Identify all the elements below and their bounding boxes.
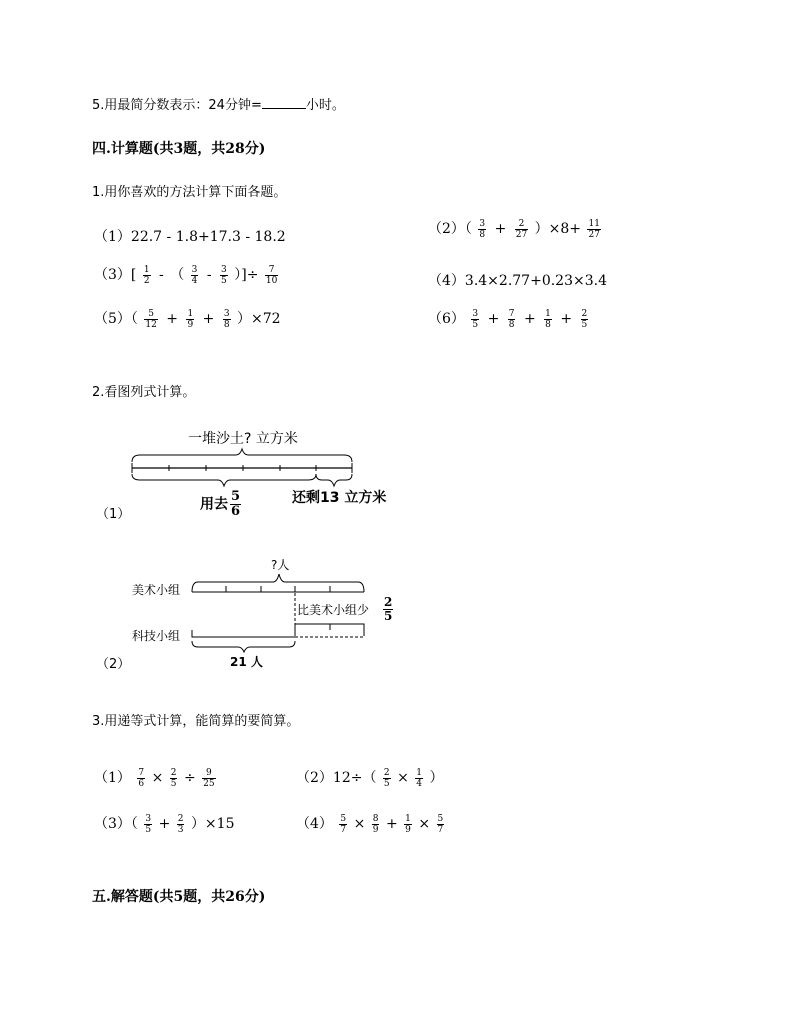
item-label: （5） — [94, 311, 131, 327]
fraction: $\frac{1}{9}$ — [187, 308, 194, 330]
fraction: $\frac{1}{8}$ — [545, 308, 551, 330]
question-5-suffix: 小时。 — [305, 98, 345, 113]
fraction: $\frac{7}{10}$ — [265, 264, 278, 286]
tech-line — [192, 630, 295, 637]
p3-item-3 — [94, 813, 234, 835]
item-label: （4） — [296, 816, 333, 832]
fraction: $\frac{1}{2}$ — [143, 264, 150, 286]
fraction: $\frac{8}{9}$ — [372, 813, 379, 835]
used-prefix: 用去 — [200, 496, 228, 513]
operator: × — [151, 770, 164, 786]
fraction: $\frac{5}{6}$ — [231, 489, 241, 519]
fraction: $\frac{1}{9}$ — [405, 813, 411, 835]
fraction: $\frac{9}{25}$ — [203, 767, 215, 789]
row-label-art: 美术小组 — [132, 583, 181, 597]
operator: + — [560, 311, 573, 327]
operator: + — [385, 816, 398, 832]
diagram-2-label: （2） — [96, 657, 131, 672]
operator: ）×8+ — [534, 221, 582, 237]
expression: 22.7 - 1.8+17.3 - 18.2 — [130, 229, 286, 245]
item-label: （2） — [296, 770, 333, 786]
paren: （ — [170, 267, 185, 283]
item-label: （1） — [94, 229, 131, 245]
fraction: $\frac{2}{5}$ — [170, 767, 177, 789]
row-label-tech: 科技小组 — [132, 629, 181, 643]
fraction: $\frac{7}{8}$ — [508, 308, 515, 330]
bottom-brace — [192, 641, 295, 652]
fraction: $\frac{3}{5}$ — [221, 264, 227, 286]
operator: × — [353, 816, 366, 832]
fraction: $\frac{2}{3}$ — [177, 813, 184, 835]
bottom-label: 21 人 — [230, 655, 263, 669]
operator: 12÷ — [332, 770, 363, 786]
less-label: 比美术小组少 — [297, 603, 370, 617]
operator: - — [159, 267, 164, 283]
fraction: $\frac{5}{12}$ — [145, 308, 157, 330]
fraction: $\frac{2}{5}$ — [383, 767, 390, 789]
fraction: $\frac{2}{27}$ — [515, 218, 528, 240]
fraction: $\frac{7}{6}$ — [138, 767, 145, 789]
operator: + — [202, 311, 215, 327]
operator: + — [487, 311, 500, 327]
diagram-1-top-label: 一堆沙土? 立方米 — [188, 431, 298, 447]
item-label: （4） — [428, 273, 465, 289]
expression: 3.4×2.77+0.23×3.4 — [464, 273, 607, 289]
problem-2-title: 2.看图列式计算。 — [92, 385, 196, 400]
fraction: $\frac{3}{8}$ — [223, 308, 230, 330]
diagram-2-top-label: ?人 — [271, 558, 290, 572]
operator: × — [397, 770, 409, 786]
fraction: $\frac{11}{27}$ — [588, 218, 600, 240]
question-5-prefix: 5.用最简分数表示：24分钟= — [92, 98, 262, 113]
operator: + — [523, 311, 536, 327]
fraction: $\frac{1}{4}$ — [416, 767, 423, 789]
art-brace — [192, 574, 364, 592]
problem-1-title: 1.用你喜欢的方法计算下面各题。 — [92, 185, 287, 200]
operator: - — [206, 267, 212, 283]
item-label: （3） — [94, 267, 131, 283]
paren: ） — [429, 770, 444, 786]
paren: （ — [362, 770, 377, 786]
bracket: [ — [130, 267, 137, 283]
section-5-title: 五.解答题(共5题，共26分) — [92, 889, 266, 905]
item-label: （1） — [94, 770, 131, 786]
operator: ）×72 — [237, 311, 281, 327]
fraction: $\frac{3}{8}$ — [479, 218, 486, 240]
operator: ）]÷ — [234, 267, 259, 283]
fraction: $\frac{2}{5}$ — [384, 595, 393, 623]
operator: ÷ — [183, 770, 196, 786]
operator: + — [494, 221, 507, 237]
operator: + — [158, 816, 171, 832]
problem-3-title: 3.用递等式计算，能简算的要简算。 — [92, 714, 300, 729]
paren: （ — [130, 816, 138, 832]
fraction: $\frac{5}{7}$ — [437, 813, 444, 835]
operator: × — [418, 816, 431, 832]
item-label: （2） — [428, 221, 465, 237]
section-4-title: 四.计算题(共3题，共28分) — [92, 141, 266, 157]
fraction: $\frac{5}{7}$ — [340, 813, 347, 835]
diagram-1-label: （1） — [96, 507, 131, 522]
fraction: $\frac{3}{4}$ — [191, 264, 198, 286]
remain-label: 还剩13 立方米 — [292, 490, 387, 506]
paren: （ — [130, 311, 138, 327]
paren: （ — [464, 221, 472, 237]
p3-item-2 — [296, 767, 443, 789]
operator: ）×15 — [190, 816, 235, 832]
item-label: （6） — [428, 311, 465, 327]
less-fraction — [381, 596, 395, 623]
fraction: $\frac{3}{5}$ — [472, 308, 479, 330]
p3-item-4 — [296, 813, 446, 835]
fraction: $\frac{2}{5}$ — [581, 308, 588, 330]
p3-item-1 — [94, 767, 218, 789]
item-label: （3） — [94, 816, 131, 832]
fraction: $\frac{3}{5}$ — [145, 813, 152, 835]
operator: + — [166, 311, 179, 327]
